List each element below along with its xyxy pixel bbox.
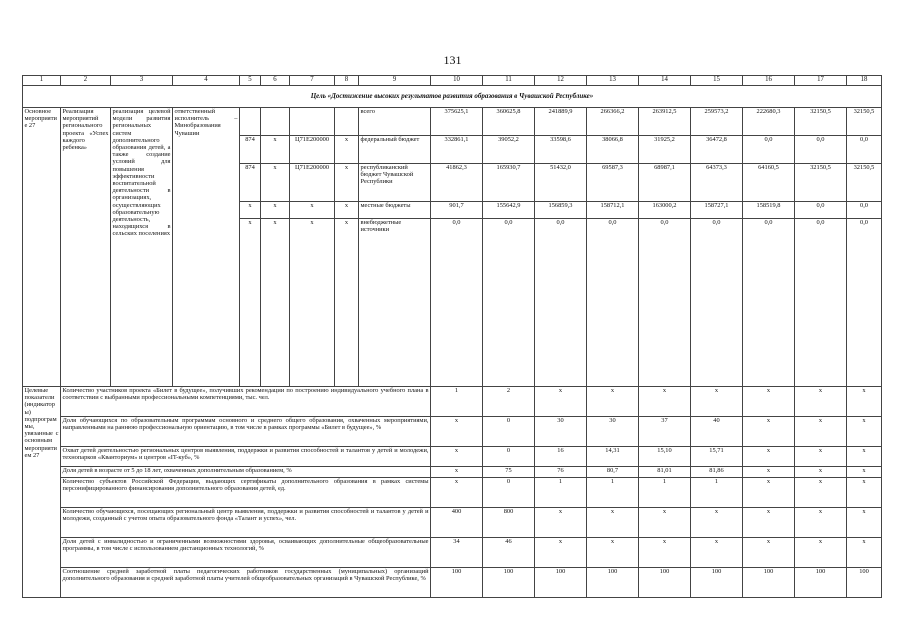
indicator-value-cell: 1 bbox=[431, 387, 483, 417]
indicator-value-cell: 100 bbox=[639, 568, 691, 598]
column-number: 2 bbox=[61, 76, 111, 86]
indicator-value-cell: x bbox=[535, 508, 587, 538]
funding-value-cell: 165930,7 bbox=[483, 164, 535, 202]
funding-value-cell: 263912,5 bbox=[639, 108, 691, 136]
indicator-value-cell: 81,86 bbox=[691, 467, 743, 478]
indicator-value-cell: x bbox=[847, 447, 882, 467]
indicator-value-cell: 37 bbox=[639, 417, 691, 447]
funding-row bbox=[23, 108, 882, 136]
indicator-value-cell: x bbox=[743, 417, 795, 447]
indicator-value-cell: x bbox=[639, 387, 691, 417]
funding-source-cell: местные бюджеты bbox=[359, 202, 431, 219]
column-number: 1 bbox=[23, 76, 61, 86]
funding-value-cell: 222680,3 bbox=[743, 108, 795, 136]
indicator-value-cell: 14,31 bbox=[587, 447, 639, 467]
indicator-value-cell: x bbox=[795, 478, 847, 508]
indicator-value-cell: 100 bbox=[535, 568, 587, 598]
indicator-value-cell: 81,01 bbox=[639, 467, 691, 478]
indicator-value-cell: 100 bbox=[847, 568, 882, 598]
indicator-value-cell: 100 bbox=[431, 568, 483, 598]
indicator-value-cell: x bbox=[587, 538, 639, 568]
funding-value-cell: 0,0 bbox=[639, 219, 691, 387]
indicator-row bbox=[23, 387, 882, 417]
funding-value-cell: 41862,3 bbox=[431, 164, 483, 202]
budget-code-cell: x bbox=[261, 136, 290, 164]
budget-code-cell: x bbox=[261, 202, 290, 219]
funding-value-cell: 51432,0 bbox=[535, 164, 587, 202]
column-number: 3 bbox=[111, 76, 173, 86]
funding-value-cell: 901,7 bbox=[431, 202, 483, 219]
indicator-value-cell: x bbox=[743, 447, 795, 467]
funding-value-cell: 31925,2 bbox=[639, 136, 691, 164]
indicator-text-cell: Количество субъектов Российской Федерации, выдающих сертификаты дополнительного образования в рамках системы персонифицированного финансирования дополнительного образования детей, ед. bbox=[61, 478, 431, 508]
goal-title: Цель «Достижение высоких результатов развития образования в Чувашской Республике» bbox=[23, 86, 882, 108]
funding-value-cell: 0,0 bbox=[483, 219, 535, 387]
indicator-value-cell: x bbox=[431, 467, 483, 478]
indicator-value-cell: 76 bbox=[535, 467, 587, 478]
budget-code-cell bbox=[261, 108, 290, 136]
column-number: 5 bbox=[240, 76, 261, 86]
funding-value-cell: 158712,1 bbox=[587, 202, 639, 219]
budget-code-cell: x bbox=[290, 219, 335, 387]
indicator-value-cell: x bbox=[847, 387, 882, 417]
indicator-value-cell: 40 bbox=[691, 417, 743, 447]
indicator-text-cell: Соотношение средней заработной платы педагогических работников государственных (муниципальных) организаций дополнительного образования и средней заработной платы учителей общеобразовательных организаций в Чувашской Республике, % bbox=[61, 568, 431, 598]
funding-value-cell: 158519,8 bbox=[743, 202, 795, 219]
indicator-value-cell: x bbox=[795, 417, 847, 447]
indicator-value-cell: 1 bbox=[535, 478, 587, 508]
indicator-value-cell: x bbox=[743, 467, 795, 478]
indicator-text-cell: Доля обучающихся по образовательным программам основного и среднего общего образования, охваченных мероприятиями, направленными на раннюю профессиональную ориентацию, в том числе в рамках программы «Билет в будущее», % bbox=[61, 417, 431, 447]
funding-value-cell: 38066,8 bbox=[587, 136, 639, 164]
indicator-value-cell: 400 bbox=[431, 508, 483, 538]
activity-task-cell: реализация целевой модели развития региональных систем дополнительного образования детей, а также создание условий для повышения эффективности воспитательной деятельности в организациях, осуществляющих образовательную деятельность, находящихся в сельских поселениях bbox=[111, 108, 173, 387]
indicator-value-cell: 0 bbox=[483, 447, 535, 467]
indicator-value-cell: x bbox=[535, 538, 587, 568]
funding-value-cell: 0,0 bbox=[431, 219, 483, 387]
indicator-value-cell: 1 bbox=[587, 478, 639, 508]
indicator-value-cell: x bbox=[587, 387, 639, 417]
funding-value-cell: 36472,8 bbox=[691, 136, 743, 164]
indicator-text-cell: Доля детей с инвалидностью и ограниченными возможностями здоровья, осваивающих дополнительные общеобразовательные программы, в том числе с использованием дистанционных технологий, % bbox=[61, 538, 431, 568]
funding-value-cell: 0,0 bbox=[795, 136, 847, 164]
indicator-text-cell: Доля детей в возрасте от 5 до 18 лет, охваченных дополнительным образованием, % bbox=[61, 467, 431, 478]
budget-code-cell: Ц71Е200000 bbox=[290, 164, 335, 202]
indicator-row bbox=[23, 508, 882, 538]
goal-row bbox=[23, 86, 882, 108]
budget-code-cell: 874 bbox=[240, 164, 261, 202]
budget-code-cell: x bbox=[261, 219, 290, 387]
page-number: 131 bbox=[443, 53, 462, 67]
funding-value-cell: 0,0 bbox=[847, 219, 882, 387]
funding-value-cell: 39052,2 bbox=[483, 136, 535, 164]
indicator-value-cell: x bbox=[639, 508, 691, 538]
funding-value-cell: 156859,3 bbox=[535, 202, 587, 219]
indicator-value-cell: x bbox=[639, 538, 691, 568]
funding-value-cell: 64160,5 bbox=[743, 164, 795, 202]
funding-value-cell: 32150,5 bbox=[795, 108, 847, 136]
funding-value-cell: 163000,2 bbox=[639, 202, 691, 219]
indicator-value-cell: 100 bbox=[795, 568, 847, 598]
column-number: 16 bbox=[743, 76, 795, 86]
indicator-value-cell: x bbox=[847, 508, 882, 538]
indicator-value-cell: 80,7 bbox=[587, 467, 639, 478]
indicator-value-cell: x bbox=[795, 538, 847, 568]
column-number: 18 bbox=[847, 76, 882, 86]
column-number-row bbox=[23, 76, 882, 86]
indicator-value-cell: x bbox=[691, 538, 743, 568]
indicator-value-cell: x bbox=[743, 538, 795, 568]
column-number: 7 bbox=[290, 76, 335, 86]
indicator-value-cell: x bbox=[431, 478, 483, 508]
budget-code-cell bbox=[290, 108, 335, 136]
indicator-value-cell: 100 bbox=[691, 568, 743, 598]
indicator-value-cell: x bbox=[795, 387, 847, 417]
funding-value-cell: 332861,1 bbox=[431, 136, 483, 164]
column-number: 17 bbox=[795, 76, 847, 86]
indicator-value-cell: x bbox=[847, 417, 882, 447]
indicator-value-cell: x bbox=[847, 478, 882, 508]
budget-code-cell: x bbox=[335, 164, 359, 202]
funding-value-cell: 68987,1 bbox=[639, 164, 691, 202]
column-number: 10 bbox=[431, 76, 483, 86]
funding-value-cell: 64373,3 bbox=[691, 164, 743, 202]
indicator-value-cell: 46 bbox=[483, 538, 535, 568]
funding-value-cell: 158727,1 bbox=[691, 202, 743, 219]
funding-value-cell: 32150,5 bbox=[795, 164, 847, 202]
funding-value-cell: 0,0 bbox=[535, 219, 587, 387]
indicator-value-cell: 100 bbox=[587, 568, 639, 598]
budget-code-cell: 874 bbox=[240, 136, 261, 164]
indicator-value-cell: x bbox=[847, 467, 882, 478]
column-number: 12 bbox=[535, 76, 587, 86]
indicators-label-cell: Целевые показатели (индикаторы) подпрограммы, увязанные с основным мероприятием 27 bbox=[23, 387, 61, 598]
column-number: 8 bbox=[335, 76, 359, 86]
budget-code-cell: x bbox=[290, 202, 335, 219]
funding-value-cell: 259573,2 bbox=[691, 108, 743, 136]
indicator-row bbox=[23, 467, 882, 478]
funding-source-cell: республиканский бюджет Чувашской Республики bbox=[359, 164, 431, 202]
indicator-value-cell: 30 bbox=[535, 417, 587, 447]
indicator-text-cell: Количество обучающихся, посещающих региональный центр выявления, поддержки и развития способностей и талантов у детей и молодежи, созданный с учетом опыта образовательного фонда «Талант и успех», чел. bbox=[61, 508, 431, 538]
budget-code-cell: x bbox=[335, 219, 359, 387]
indicator-value-cell: 1 bbox=[691, 478, 743, 508]
indicator-value-cell: x bbox=[431, 447, 483, 467]
indicator-value-cell: 15,10 bbox=[639, 447, 691, 467]
funding-value-cell: 0,0 bbox=[847, 202, 882, 219]
indicator-value-cell: 15,71 bbox=[691, 447, 743, 467]
indicator-value-cell: 30 bbox=[587, 417, 639, 447]
funding-source-cell: федеральный бюджет bbox=[359, 136, 431, 164]
indicator-value-cell: 0 bbox=[483, 478, 535, 508]
indicator-row bbox=[23, 478, 882, 508]
responsible-cell: ответственный исполнитель – Минобразования Чувашии bbox=[173, 108, 240, 387]
funding-source-cell: внебюджетные источники bbox=[359, 219, 431, 387]
indicator-value-cell: x bbox=[795, 508, 847, 538]
indicator-value-cell: 34 bbox=[431, 538, 483, 568]
funding-value-cell: 0,0 bbox=[691, 219, 743, 387]
funding-value-cell: 32150,5 bbox=[847, 108, 882, 136]
indicator-text-cell: Количество участников проекта «Билет в будущее», получивших рекомендации по построению индивидуального учебного плана в соответствии с выбранными профессиональными компетенциями, тыс. чел. bbox=[61, 387, 431, 417]
indicator-value-cell: x bbox=[795, 467, 847, 478]
column-number: 4 bbox=[173, 76, 240, 86]
funding-value-cell: 375625,1 bbox=[431, 108, 483, 136]
column-number: 11 bbox=[483, 76, 535, 86]
funding-value-cell: 155642,9 bbox=[483, 202, 535, 219]
budget-code-cell: x bbox=[240, 219, 261, 387]
funding-value-cell: 0,0 bbox=[587, 219, 639, 387]
funding-value-cell: 69587,3 bbox=[587, 164, 639, 202]
indicator-value-cell: x bbox=[691, 387, 743, 417]
budget-code-cell bbox=[335, 108, 359, 136]
funding-source-cell: всего bbox=[359, 108, 431, 136]
indicator-row bbox=[23, 568, 882, 598]
indicator-value-cell: x bbox=[743, 478, 795, 508]
indicator-value-cell: x bbox=[691, 508, 743, 538]
funding-value-cell: 360625,8 bbox=[483, 108, 535, 136]
budget-code-cell: x bbox=[335, 136, 359, 164]
indicator-value-cell: x bbox=[535, 387, 587, 417]
funding-value-cell: 266366,2 bbox=[587, 108, 639, 136]
indicator-value-cell: 2 bbox=[483, 387, 535, 417]
indicator-value-cell: x bbox=[743, 508, 795, 538]
indicator-value-cell: x bbox=[795, 447, 847, 467]
indicator-value-cell: 0 bbox=[483, 417, 535, 447]
funding-value-cell: 33598,6 bbox=[535, 136, 587, 164]
indicator-text-cell: Охват детей деятельностью региональных центров выявления, поддержки и развития способностей и талантов у детей и молодежи, технопарков «Кванториум» и центров «IT-куб», % bbox=[61, 447, 431, 467]
funding-value-cell: 0,0 bbox=[743, 219, 795, 387]
funding-value-cell: 0,0 bbox=[847, 136, 882, 164]
indicator-value-cell: 100 bbox=[483, 568, 535, 598]
activity-name-cell: Реализация мероприятий регионального проекта «Успех каждого ребенка» bbox=[61, 108, 111, 387]
funding-value-cell: 0,0 bbox=[795, 202, 847, 219]
indicator-value-cell: x bbox=[847, 538, 882, 568]
budget-code-cell: x bbox=[240, 202, 261, 219]
indicator-value-cell: 800 bbox=[483, 508, 535, 538]
column-number: 9 bbox=[359, 76, 431, 86]
funding-value-cell: 241889,9 bbox=[535, 108, 587, 136]
funding-value-cell: 0,0 bbox=[795, 219, 847, 387]
indicator-value-cell: 1 bbox=[639, 478, 691, 508]
program-table bbox=[22, 75, 882, 598]
funding-value-cell: 32150,5 bbox=[847, 164, 882, 202]
column-number: 15 bbox=[691, 76, 743, 86]
indicator-row bbox=[23, 447, 882, 467]
budget-code-cell: x bbox=[261, 164, 290, 202]
activity-type-cell: Основное мероприятие 27 bbox=[23, 108, 61, 387]
indicator-value-cell: 100 bbox=[743, 568, 795, 598]
indicator-value-cell: x bbox=[587, 508, 639, 538]
column-number: 14 bbox=[639, 76, 691, 86]
indicator-value-cell: x bbox=[743, 387, 795, 417]
indicator-value-cell: 16 bbox=[535, 447, 587, 467]
budget-code-cell: x bbox=[335, 202, 359, 219]
indicator-row bbox=[23, 417, 882, 447]
budget-code-cell bbox=[240, 108, 261, 136]
budget-code-cell: Ц71Е200000 bbox=[290, 136, 335, 164]
indicator-value-cell: x bbox=[431, 417, 483, 447]
indicator-value-cell: 75 bbox=[483, 467, 535, 478]
column-number: 6 bbox=[261, 76, 290, 86]
indicator-row bbox=[23, 538, 882, 568]
funding-value-cell: 0,0 bbox=[743, 136, 795, 164]
column-number: 13 bbox=[587, 76, 639, 86]
